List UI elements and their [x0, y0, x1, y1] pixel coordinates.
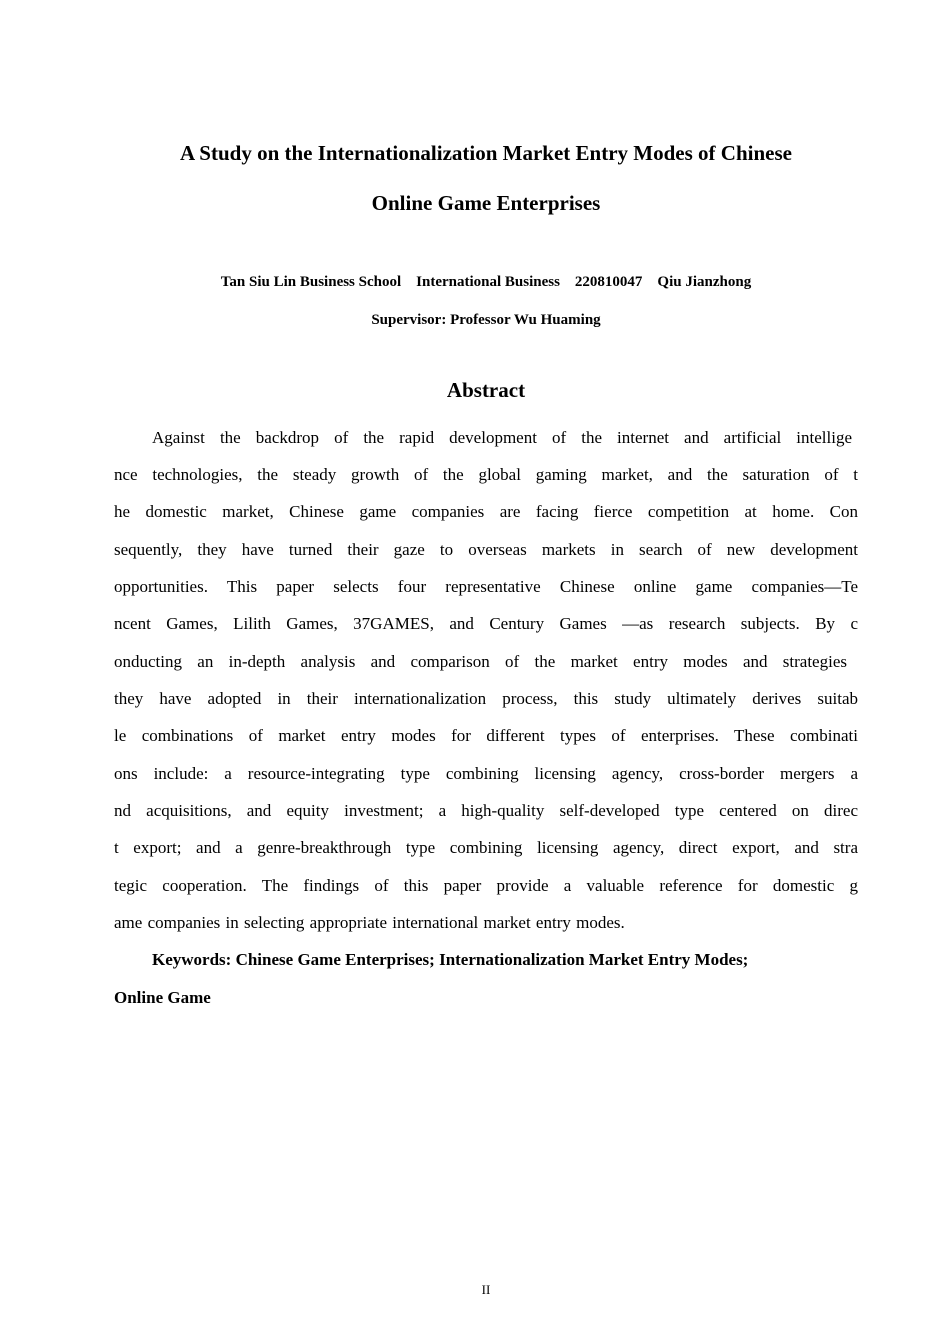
abstract-line: he domestic market, Chinese game companies are facing fierce competition at home. Con	[114, 502, 858, 521]
abstract-line: tegic cooperation. The findings of this paper provide a valuable reference for domestic g	[114, 876, 858, 895]
abstract-line: sequently, they have turned their gaze to overseas markets in search of new development	[114, 540, 858, 559]
page-number: II	[481, 1282, 491, 1297]
author-affiliation: Tan Siu Lin Business School International Business 220810047 Qiu Jianzhong	[220, 274, 752, 290]
abstract-line: nd acquisitions, and equity investment; a high-quality self-developed type centered on direc	[114, 801, 858, 820]
abstract-heading: Abstract	[446, 378, 526, 402]
keywords-line-1: Keywords: Chinese Game Enterprises; Internationalization Market Entry Modes;	[152, 950, 749, 969]
abstract-line: Against the backdrop of the rapid development of the internet and artificial intellige	[152, 428, 852, 447]
paper-title-line-1: A Study on the Internationalization Market Entry Modes of Chinese	[180, 141, 792, 165]
abstract-line: ame companies in selecting appropriate international market entry modes.	[114, 913, 625, 932]
paper-title-line-2: Online Game Enterprises	[371, 191, 601, 215]
abstract-line: onducting an in-depth analysis and comparison of the market entry modes and strategies	[114, 652, 847, 671]
keywords-line-2: Online Game	[114, 988, 211, 1007]
abstract-line: ons include: a resource-integrating type combining licensing agency, cross-border mergers a	[114, 764, 858, 783]
abstract-line: t export; and a genre-breakthrough type combining licensing agency, direct export, and stra	[114, 838, 858, 857]
abstract-line: nce technologies, the steady growth of the global gaming market, and the saturation of t	[114, 465, 858, 484]
supervisor-line: Supervisor: Professor Wu Huaming	[371, 312, 601, 328]
abstract-line: they have adopted in their internationalization process, this study ultimately derives suitab	[114, 689, 858, 708]
abstract-line: opportunities. This paper selects four representative Chinese online game companies—Te	[114, 577, 858, 596]
abstract-line: le combinations of market entry modes for different types of enterprises. These combinati	[114, 726, 858, 745]
abstract-line: ncent Games, Lilith Games, 37GAMES, and Century Games —as research subjects. By c	[114, 614, 858, 633]
